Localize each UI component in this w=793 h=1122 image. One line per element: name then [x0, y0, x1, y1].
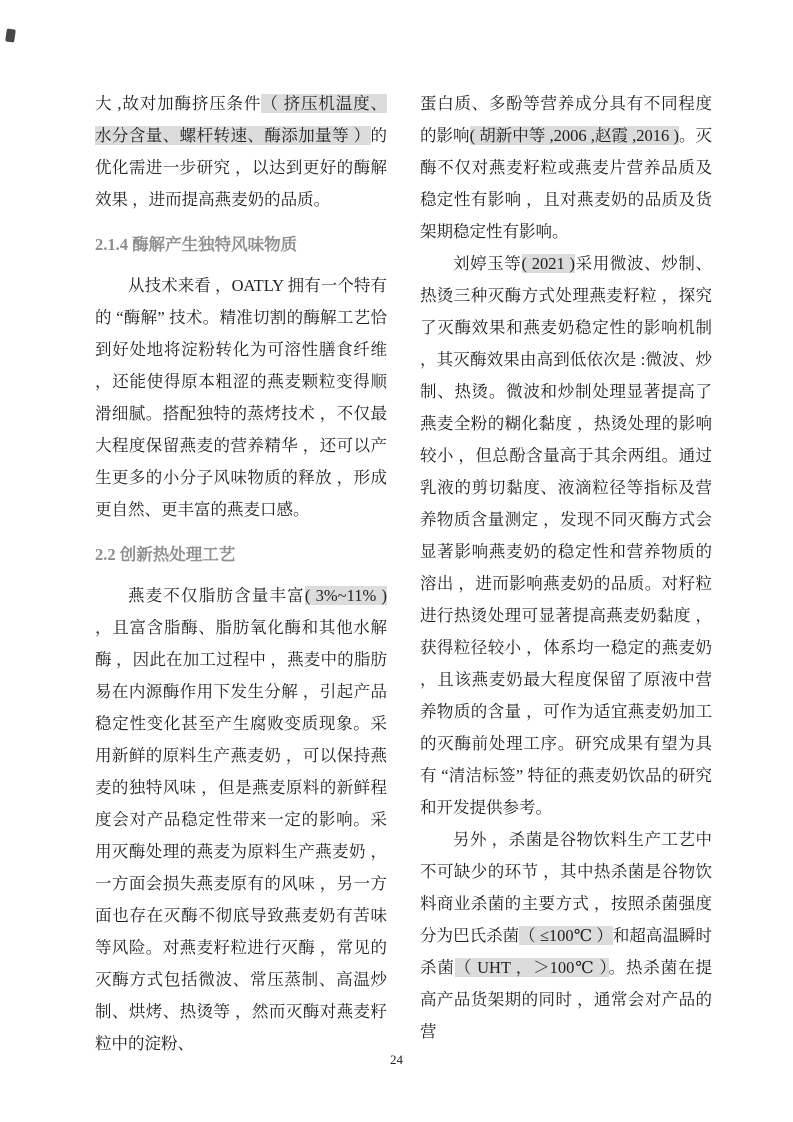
section-heading: 2.1.4 酶解产生独特风味物质 — [95, 235, 298, 254]
paragraph — [420, 824, 712, 1048]
text-run: 和超高温瞬时杀菌 — [420, 926, 713, 977]
paragraph — [420, 248, 712, 824]
text-run: 采用微波、炒制、热烫三种灭酶方式处理燕麦籽粒 ，探究了灭酶效果和燕麦奶稳定性的影响机制 ，其灭酶效果由高到低依次是 :微波、炒制、热烫。微波和炒制处理显著提高了燕麦全粉的糊化黏度 ，热烫处理的影响较小 ，但总酚含量高于其余两组。通过乳液的剪切黏度、液滴粒径等指标及营养物质含量测定 ，发现不同灭酶方式会显著影响燕麦奶的稳定性和营养物质的溶出 ，进而影响燕麦奶的品质。对籽粒进行热烫处理可显著提高燕麦奶黏度 ，获得粒径较小 ，体系均一稳定的燕麦奶 ，且该燕麦奶最大程度保留了原液中营养物质的含量 ，可作为适宜燕麦奶加工的灭酶前处理工序。研究成果有望为具有 “清洁标签” 特征的燕麦奶饮品的研究和开发提供参考。 — [420, 254, 712, 817]
section-heading: 2.2 创新热处理工艺 — [95, 545, 236, 564]
text-run: 另外 ，杀菌是谷物饮料生产工艺中不可缺少的环节 ，其中热杀菌是谷物饮料商业杀菌的主要方式 ，按照杀菌强度分为巴氏杀菌 — [420, 830, 712, 945]
text-run: 燕麦不仅脂肪含量丰富 — [128, 586, 305, 605]
highlighted-text: ( 2021 ) — [521, 254, 575, 273]
text-column-right — [420, 88, 712, 1060]
highlighted-text: ( 胡新中等 ,2006 ,赵霞 ,2016 ) — [469, 126, 679, 145]
text-run: 大 ,故对加酶挤压条件 — [95, 94, 262, 113]
highlighted-text: ( 3%~11% ) — [304, 586, 388, 605]
text-run: 蛋白质、多酚等营养成分具有不同程度的影响 — [420, 94, 712, 145]
text-column-left — [95, 88, 387, 1060]
text-run: 从技术来看 ，OATLY 拥有一个特有的 “酶解” 技术。精准切割的酶解工艺恰到好处地将淀粉转化为可溶性膳食纤维 ，还能使得原本粗涩的燕麦颗粒变得顺滑细腻。搭配独特的蒸烤技术 ，不仅最大程度保留燕麦的营养精华 ，还可以产生更多的小分子风味物质的释放 ，形成更自然、更丰富的燕麦口感。 — [95, 276, 387, 519]
page-number: 24 — [390, 1052, 403, 1067]
paragraph — [95, 580, 387, 1060]
text-run: ，且富含脂酶、脂肪氧化酶和其他水解酶 ，因此在加工过程中 ，燕麦中的脂肪易在内源酶作用下发生分解 ，引起产品稳定性变化甚至产生腐败变质现象。采用新鲜的原料生产燕麦奶 ，可以保持燕麦的独特风味 ，但是燕麦原料的新鲜程度会对产品稳定性带来一定的影响。采用灭酶处理的燕麦为原料生产燕麦奶 ，一方面会损失燕麦原有的风味 ，另一方面也存在灭酶不彻底导致燕麦奶有苦味等风险。对燕麦籽粒进行灭酶 ，常见的灭酶方式包括微波、常压蒸制、高温炒制、烘烤、热烫等 ，然而灭酶对燕麦籽粒中的淀粉、 — [95, 618, 387, 1053]
paragraph — [95, 270, 387, 526]
text-run: 。灭酶不仅对燕麦籽粒或燕麦片营养品质及稳定性有影响 ，且对燕麦奶的品质及货架期稳定性有影响。 — [420, 126, 712, 241]
highlighted-text: （ 挤压机温度、水分含量、螺杆转速、酶添加量等 ） — [95, 94, 388, 145]
paragraph — [95, 88, 387, 216]
paragraph — [420, 88, 712, 248]
scan-artifact-mark — [5, 28, 16, 42]
highlighted-text: （ UHT ，＞100℃ ） — [454, 958, 609, 977]
text-run: 的优化需进一步研究 ，以达到更好的酶解效果 ，进而提高燕麦奶的品质。 — [95, 126, 387, 209]
text-run: 刘婷玉等 — [453, 254, 522, 273]
highlighted-text: （ ≤100℃ ） — [519, 926, 613, 945]
page-content — [95, 88, 713, 1060]
text-run: 。热杀菌在提高产品货架期的同时 ，通常会对产品的营 — [420, 958, 713, 1041]
